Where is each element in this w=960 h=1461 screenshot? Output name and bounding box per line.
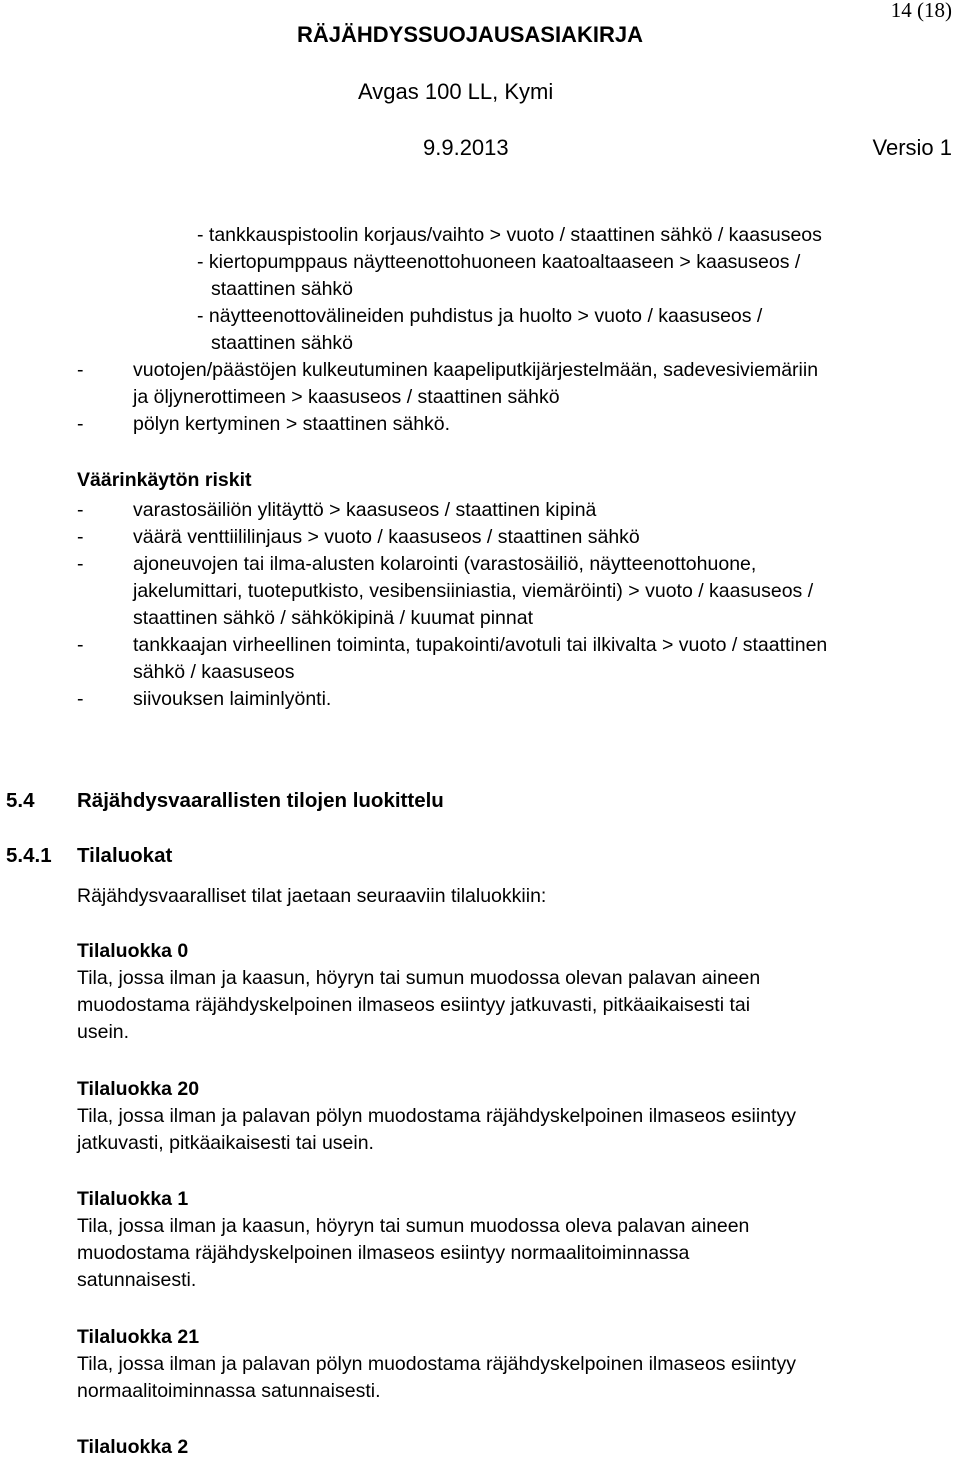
subsection-title: Tilaluokat <box>77 844 173 867</box>
bullet-dash: - <box>77 359 84 381</box>
page-number: 14 (18) <box>890 0 952 22</box>
list-item: tankkaajan virheellinen toiminta, tupakointi/avotuli tai ilkivalta > vuoto / staattinen <box>133 634 828 656</box>
bullet-dash: - <box>77 526 84 548</box>
misuse-heading: Väärinkäytön riskit <box>77 469 252 491</box>
zone-description-line: usein. <box>77 1021 130 1043</box>
list-item-continuation: staattinen sähkö / sähkökipinä / kuumat pinnat <box>133 607 533 629</box>
list-item: varastosäiliön ylitäyttö > kaasuseos / staattinen kipinä <box>133 499 597 521</box>
zone-title: Tilaluokka 21 <box>77 1326 200 1348</box>
zone-description-line: Tila, jossa ilman ja palavan pölyn muodostama räjähdyskelpoinen ilmaseos esiintyy <box>77 1105 796 1127</box>
intro-list <box>77 357 957 438</box>
list-item: väärä venttiililinjaus > vuoto / kaasuseos / staattinen sähkö <box>133 526 640 548</box>
bullet-dash: - <box>77 688 84 710</box>
bullet-dash: - <box>77 413 84 435</box>
zone-block <box>77 1076 796 1157</box>
bullet-dash: - <box>77 499 84 521</box>
zone-description-line: normaalitoiminnassa satunnaisesti. <box>77 1380 381 1402</box>
zone-title: Tilaluokka 20 <box>77 1078 200 1100</box>
list-item: pölyn kertyminen > staattinen sähkö. <box>133 413 451 435</box>
zone-description-line: Tila, jossa ilman ja kaasun, höyryn tai sumun muodossa oleva palavan aineen <box>77 1215 750 1237</box>
zone-description-line: satunnaisesti. <box>77 1269 197 1291</box>
zone-block <box>77 938 760 1046</box>
bullet-dash: - <box>77 553 84 575</box>
document-title: RÄJÄHDYSSUOJAUSASIAKIRJA <box>297 22 643 47</box>
misuse-list <box>77 497 957 713</box>
intro-sublist <box>197 222 822 357</box>
document-version: Versio 1 <box>872 135 952 160</box>
list-item: ajoneuvojen tai ilma-alusten kolarointi (varastosäiliö, näytteenottohuone, <box>133 553 757 575</box>
subsection-number: 5.4.1 <box>6 844 52 867</box>
section-number: 5.4 <box>6 789 35 812</box>
zone-description-line: Tila, jossa ilman ja palavan pölyn muodostama räjähdyskelpoinen ilmaseos esiintyy <box>77 1353 796 1375</box>
list-item-continuation: jakelumittari, tuoteputkisto, vesibensiiniastia, viemäröinti) > vuoto / kaasuseos / <box>133 580 814 602</box>
bullet-dash: - <box>77 634 84 656</box>
list-item: siivouksen laiminlyönti. <box>133 688 332 710</box>
subsection-intro: Räjähdysvaaralliset tilat jaetaan seuraaviin tilaluokkiin: <box>77 885 547 907</box>
list-item: - tankkauspistoolin korjaus/vaihto > vuoto / staattinen sähkö / kaasuseos <box>197 224 822 246</box>
zone-title: Tilaluokka 2 <box>77 1436 189 1458</box>
zone-title: Tilaluokka 0 <box>77 940 189 962</box>
zone-description-line: muodostama räjähdyskelpoinen ilmaseos esiintyy jatkuvasti, pitkäaikaisesti tai <box>77 994 751 1016</box>
list-item-continuation: sähkö / kaasuseos <box>133 661 295 683</box>
zone-description-line: Tila, jossa ilman ja kaasun, höyryn tai sumun muodossa olevan palavan aineen <box>77 967 761 989</box>
list-item-continuation: ja öljynerottimeen > kaasuseos / staattinen sähkö <box>133 386 560 408</box>
zone-description-line: jatkuvasti, pitkäaikaisesti tai usein. <box>77 1132 374 1154</box>
zone-title: Tilaluokka 1 <box>77 1188 189 1210</box>
list-item: - kiertopumppaus näytteenottohuoneen kaatoaltaaseen > kaasuseos / <box>197 251 801 273</box>
list-item: vuotojen/päästöjen kulkeutuminen kaapeliputkijärjestelmään, sadevesiviemäriin <box>133 359 819 381</box>
list-item-continuation: staattinen sähkö <box>211 332 354 354</box>
zone-description-line: muodostama räjähdyskelpoinen ilmaseos esiintyy normaalitoiminnassa <box>77 1242 690 1264</box>
zone-block <box>77 1186 749 1294</box>
zone-block <box>77 1434 188 1461</box>
section-title: Räjähdysvaarallisten tilojen luokittelu <box>77 789 444 812</box>
zone-block <box>77 1324 796 1405</box>
list-item: - näytteenottovälineiden puhdistus ja huolto > vuoto / kaasuseos / <box>197 305 763 327</box>
document-subtitle: Avgas 100 LL, Kymi <box>358 79 554 104</box>
list-item-continuation: staattinen sähkö <box>211 278 354 300</box>
document-date: 9.9.2013 <box>423 135 509 160</box>
